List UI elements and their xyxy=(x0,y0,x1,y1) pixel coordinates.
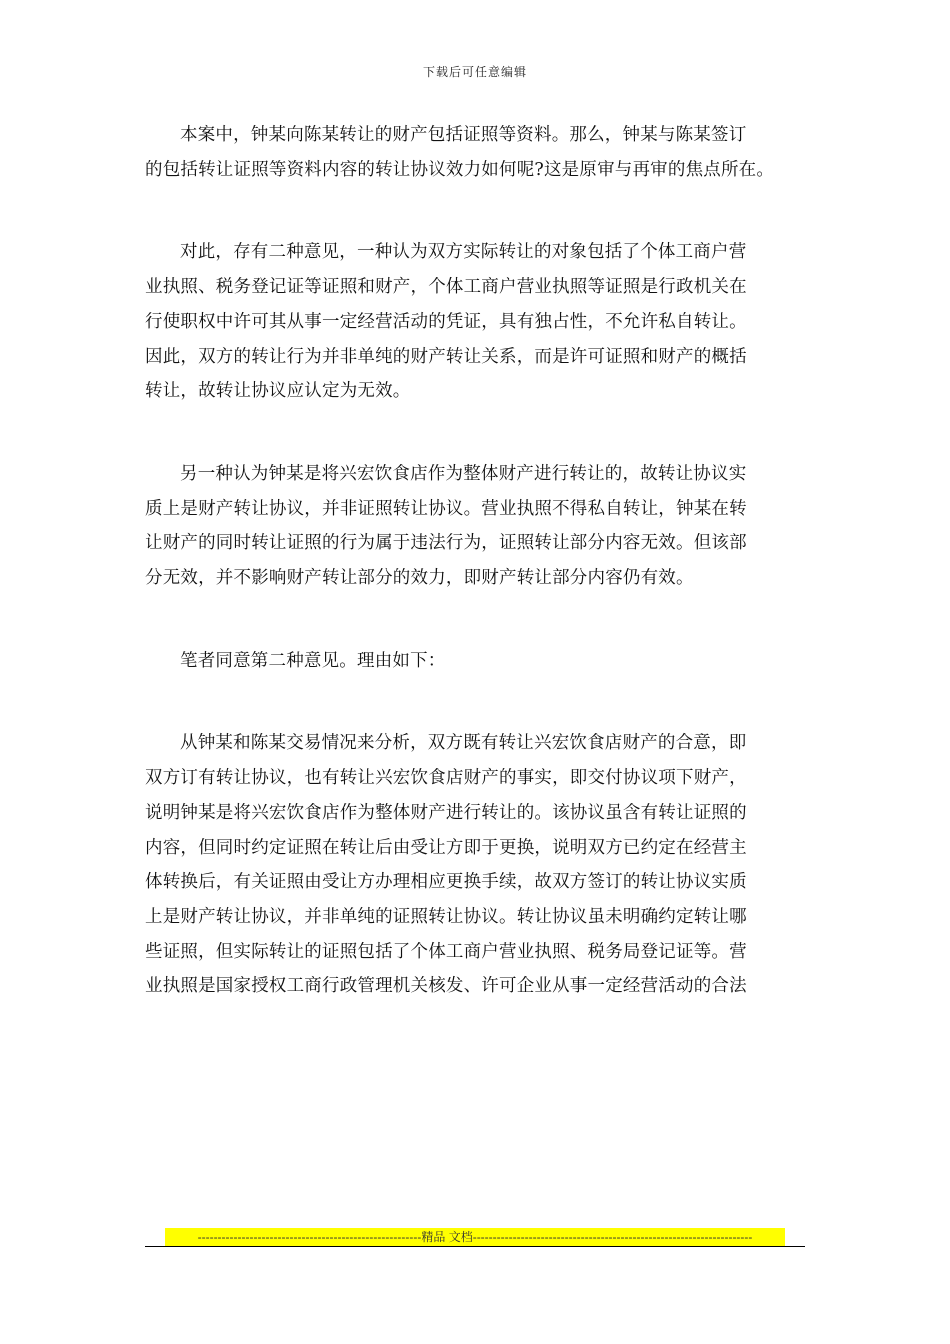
footer-banner: --------------------------------------------------------精品 文档---------------------------------------------------------------------- xyxy=(165,1228,785,1246)
text-line: 说明钟某是将兴宏饮食店作为整体财产进行转让的。该协议虽含有转让证照的 xyxy=(145,802,747,823)
text-line: 质上是财产转让协议，并非证照转让协议。营业执照不得私自转让，钟某在转 xyxy=(145,498,747,519)
text-line: 从钟某和陈某交易情况来分析，双方既有转让兴宏饮食店财产的合意，即 xyxy=(180,733,747,754)
footer-divider xyxy=(145,1246,805,1247)
text-line: 另一种认为钟某是将兴宏饮食店作为整体财产进行转让的，故转让协议实 xyxy=(180,463,747,484)
text-line: 分无效，并不影响财产转让部分的效力，即财产转让部分内容仍有效。 xyxy=(145,568,694,589)
paragraph-3 xyxy=(145,457,805,596)
paragraph-4 xyxy=(145,644,805,679)
text-line: 上是财产转让协议，并非单纯的证照转让协议。转让协议虽未明确约定转让哪 xyxy=(145,906,747,927)
document-body xyxy=(145,118,805,1004)
text-line: 业执照、税务登记证等证照和财产，个体工商户营业执照等证照是行政机关在 xyxy=(145,277,747,298)
text-line: 的包括转让证照等资料内容的转让协议效力如何呢?这是原审与再审的焦点所在。 xyxy=(145,159,775,180)
text-line: 让财产的同时转让证照的行为属于违法行为，证照转让部分内容无效。但该部 xyxy=(145,533,747,554)
header-note: 下载后可任意编辑 xyxy=(422,65,527,79)
text-line: 对此，存有二种意见，一种认为双方实际转让的对象包括了个体工商户营 xyxy=(180,242,747,263)
text-line: 因此，双方的转让行为并非单纯的财产转让关系，而是许可证照和财产的概括 xyxy=(145,346,747,367)
paragraph-5 xyxy=(145,726,805,1004)
paragraph-1 xyxy=(145,118,805,187)
text-line: 转让，故转让协议应认定为无效。 xyxy=(145,381,411,402)
paragraph-2 xyxy=(145,235,805,409)
text-line: 行使职权中许可其从事一定经营活动的凭证，具有独占性，不允许私自转让。 xyxy=(145,311,747,332)
text-line: 笔者同意第二种意见。理由如下： xyxy=(180,650,446,671)
text-line: 些证照，但实际转让的证照包括了个体工商户营业执照、税务局登记证等。营 xyxy=(145,941,747,962)
text-line: 本案中，钟某向陈某转让的财产包括证照等资料。那么，钟某与陈某签订 xyxy=(180,125,747,145)
text-line: 内容，但同时约定证照在转让后由受让方即于更换，说明双方已约定在经营主 xyxy=(145,837,747,858)
text-line: 体转换后，有关证照由受让方办理相应更换手续，故双方签订的转让协议实质 xyxy=(145,872,747,893)
text-line: 双方订有转让协议，也有转让兴宏饮食店财产的事实，即交付协议项下财产， xyxy=(145,768,747,789)
text-line: 业执照是国家授权工商行政管理机关核发、许可企业从事一定经营活动的合法 xyxy=(145,976,747,997)
